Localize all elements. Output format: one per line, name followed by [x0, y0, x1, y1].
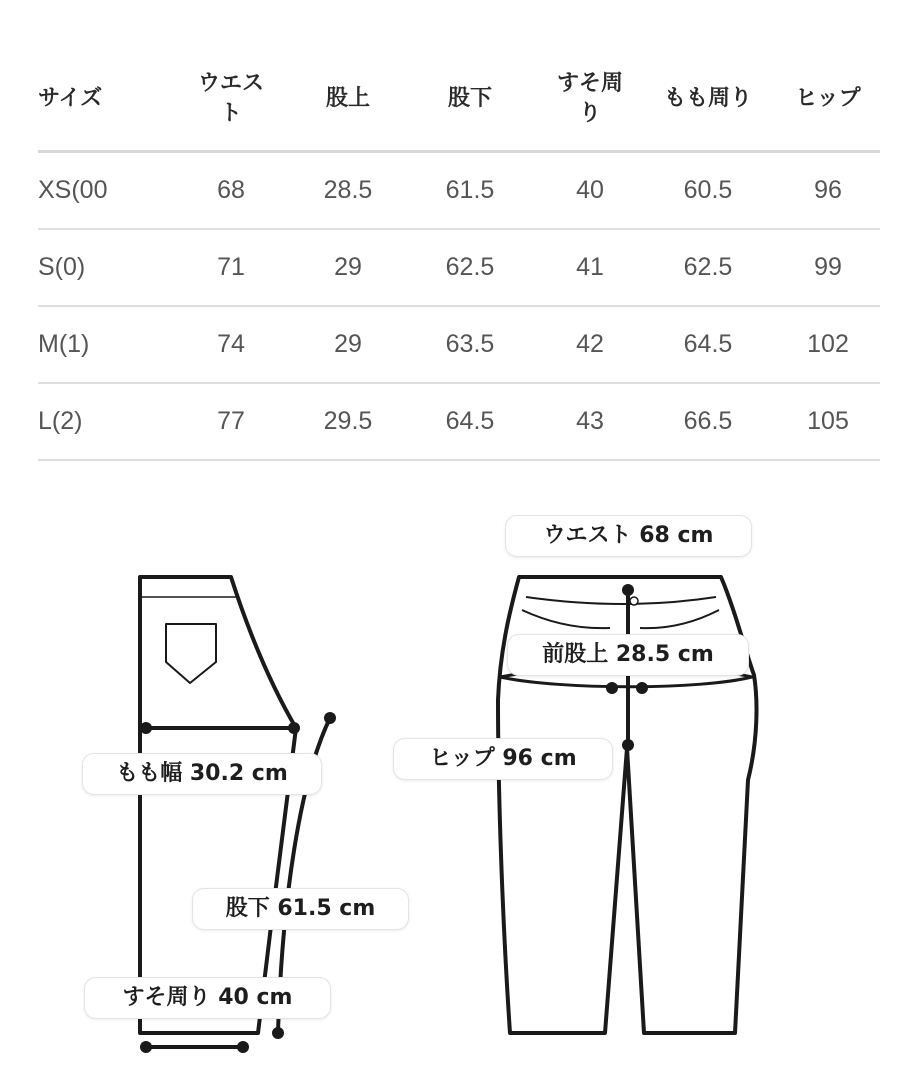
cell-waist: 74	[166, 306, 296, 383]
dot	[324, 712, 336, 724]
cell-thigh: 66.5	[640, 383, 776, 460]
cell-thigh: 62.5	[640, 229, 776, 306]
front-waistband	[526, 597, 716, 604]
cell-inseam: 62.5	[400, 229, 540, 306]
dot	[272, 1027, 284, 1039]
cell-size: S(0)	[38, 229, 166, 306]
cell-rise: 29.5	[296, 383, 400, 460]
dot	[140, 722, 152, 734]
front-pocket-left	[522, 610, 610, 628]
header-rise: 股上	[296, 48, 400, 152]
cell-hem: 40	[540, 152, 640, 230]
cell-inseam: 61.5	[400, 152, 540, 230]
header-size: サイズ	[38, 48, 166, 152]
cell-hem: 42	[540, 306, 640, 383]
header-inseam: 股下	[400, 48, 540, 152]
cell-thigh: 64.5	[640, 306, 776, 383]
dot	[636, 682, 648, 694]
cell-hem: 41	[540, 229, 640, 306]
dot	[140, 1041, 152, 1053]
cell-size: XS(00	[38, 152, 166, 230]
cell-rise: 29	[296, 306, 400, 383]
dot	[237, 1041, 249, 1053]
back-pocket-icon	[166, 624, 216, 683]
cell-hip: 105	[776, 383, 880, 460]
cell-hip: 102	[776, 306, 880, 383]
waist-label: ウエスト 68 cm	[505, 515, 752, 557]
hem-label: すそ周り 40 cm	[84, 977, 331, 1019]
cell-size: M(1)	[38, 306, 166, 383]
cell-waist: 68	[166, 152, 296, 230]
dot	[622, 584, 634, 596]
cell-waist: 77	[166, 383, 296, 460]
dot	[606, 682, 618, 694]
cell-thigh: 60.5	[640, 152, 776, 230]
header-hem-text: すそ周り	[556, 71, 623, 126]
cell-hip: 99	[776, 229, 880, 306]
dot	[288, 722, 300, 734]
inseam-label: 股下 61.5 cm	[192, 888, 409, 930]
side-view-outline	[140, 577, 296, 1033]
thigh-label: もも幅 30.2 cm	[82, 753, 322, 795]
cell-waist: 71	[166, 229, 296, 306]
button-icon	[630, 597, 638, 605]
front-pocket-right	[640, 610, 719, 628]
header-thigh: もも周り	[640, 48, 776, 152]
cell-inseam: 64.5	[400, 383, 540, 460]
cell-rise: 28.5	[296, 152, 400, 230]
cell-inseam: 63.5	[400, 306, 540, 383]
header-waist-text: ウエスト	[197, 71, 264, 126]
cell-hip: 96	[776, 152, 880, 230]
cell-hem: 43	[540, 383, 640, 460]
rise-label: 前股上 28.5 cm	[507, 634, 749, 676]
dot	[622, 739, 634, 751]
hip-label: ヒップ 96 cm	[393, 738, 613, 780]
header-hip: ヒップ	[776, 48, 880, 152]
cell-rise: 29	[296, 229, 400, 306]
cell-size: L(2)	[38, 383, 166, 460]
